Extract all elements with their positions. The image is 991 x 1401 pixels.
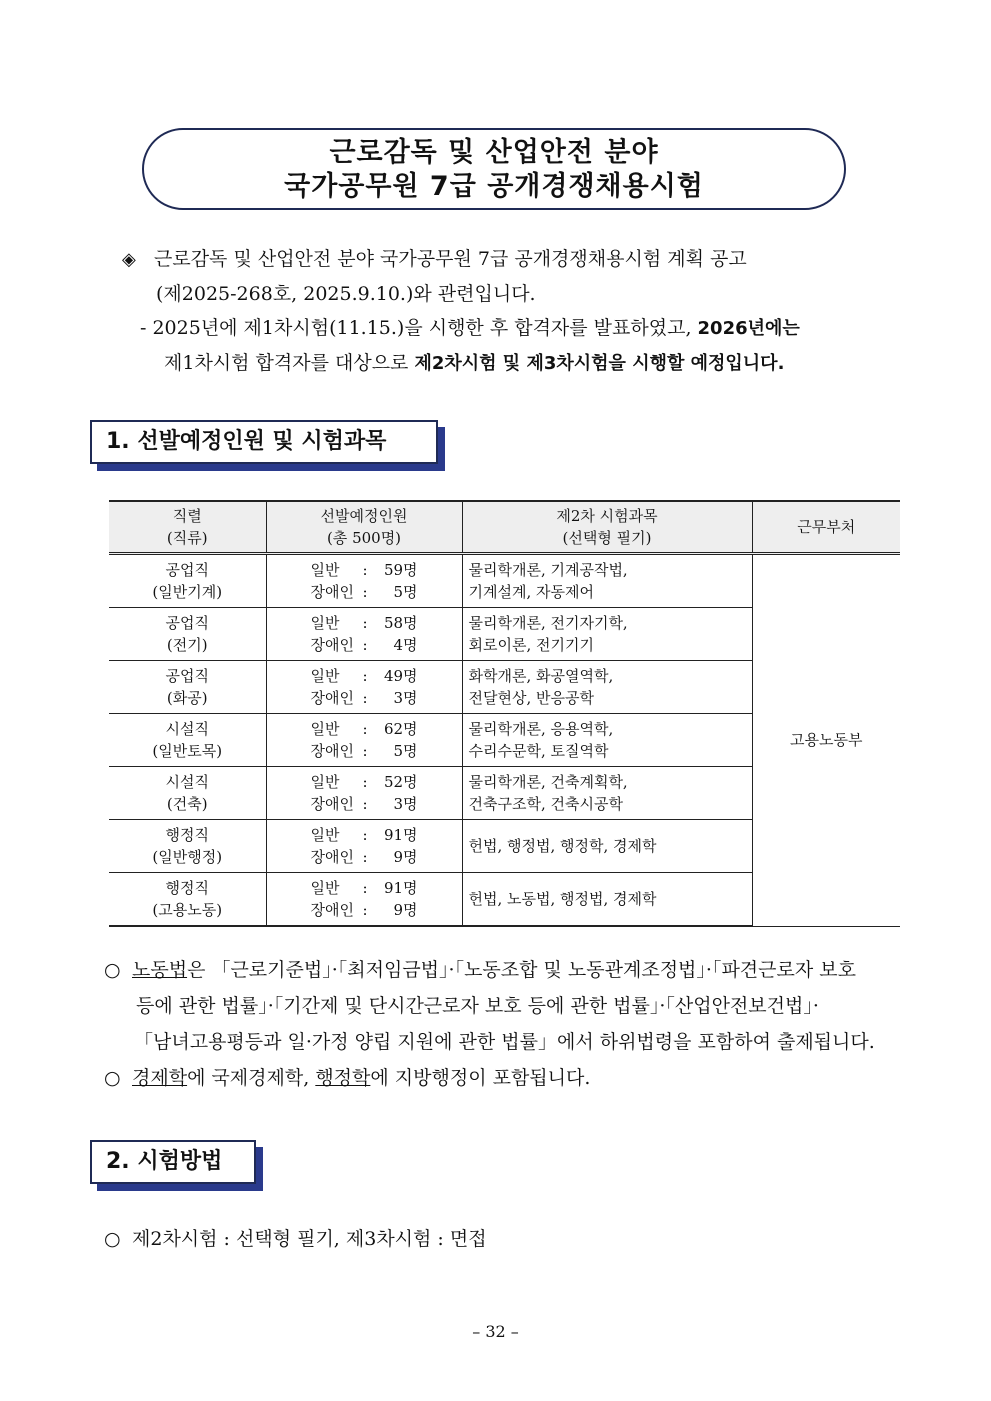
subjects-cell: 헌법, 노동법, 행정법, 경제학 xyxy=(462,873,752,927)
subjects-cell: 물리학개론, 전기자기학, 회로이론, 전기기기 xyxy=(462,608,752,661)
note-2: ○ 경제학에 국제경제학, 행정학에 지방행정이 포함됩니다. xyxy=(104,1060,904,1096)
header-department: 근무부처 xyxy=(752,501,900,554)
subjects-cell: 물리학개론, 기계공작법, 기계설계, 자동제어 xyxy=(462,554,752,608)
series-cell: 공업직 (화공) xyxy=(109,661,266,714)
note-1-line-3: 「남녀고용평등과 일·가정 양립 지원에 관한 법률」에서 하위법령을 포함하여 출제됩니다. xyxy=(134,1031,875,1053)
note-1-line-2: 등에 관한 법률」·「기간제 및 단시간근로자 보호 등에 관한 법률」·「산업안전보건법」· xyxy=(136,995,819,1017)
quota-cell: 일반 : 91명 장애인 : 9명 xyxy=(266,873,462,927)
series-cell: 시설직 (건축) xyxy=(109,767,266,820)
diamond-bullet-icon: ◈ xyxy=(122,249,136,270)
quota-cell: 일반 : 91명 장애인 : 9명 xyxy=(266,820,462,873)
circle-bullet-icon: ○ xyxy=(104,959,121,981)
subjects-cell: 헌법, 행정법, 행정학, 경제학 xyxy=(462,820,752,873)
series-cell: 행정직 (고용노동) xyxy=(109,873,266,927)
note-1-line-1: ○ 노동법은 「근로기준법」·「최저임금법」·「노동조합 및 노동관계조정법」·「파견근로자 보호 xyxy=(104,952,904,988)
header-subjects: 제2차 시험과목 (선택형 필기) xyxy=(462,501,752,554)
intro-paragraph xyxy=(122,242,902,381)
intro-sub-line-2: 제1차시험 합격자를 대상으로 제2차시험 및 제3차시험을 시행할 예정입니다. xyxy=(164,352,785,374)
page-number: – 32 – xyxy=(472,1322,519,1341)
header-quota: 선발예정인원 (총 500명) xyxy=(266,501,462,554)
subjects-cell: 물리학개론, 건축계획학, 건축구조학, 건축시공학 xyxy=(462,767,752,820)
table-notes xyxy=(104,952,904,1096)
intro-line-1: ◈ 근로감독 및 산업안전 분야 국가공무원 7급 공개경쟁채용시험 계획 공고 xyxy=(122,242,902,277)
quota-cell: 일반 : 58명 장애인 : 4명 xyxy=(266,608,462,661)
section-1-heading: 1. 선발예정인원 및 시험과목 xyxy=(90,420,438,464)
table-header-row xyxy=(109,501,900,554)
subjects-cell: 화학개론, 화공열역학, 전달현상, 반응공학 xyxy=(462,661,752,714)
department-cell: 고용노동부 xyxy=(752,554,900,927)
subjects-cell: 물리학개론, 응용역학, 수리수문학, 토질역학 xyxy=(462,714,752,767)
exam-table xyxy=(109,500,900,927)
intro-line-2: (제2025-268호, 2025.9.10.)와 관련입니다. xyxy=(156,283,536,305)
header-series: 직렬 (직류) xyxy=(109,501,266,554)
section-2-heading: 2. 시험방법 xyxy=(90,1140,256,1184)
series-cell: 시설직 (일반토목) xyxy=(109,714,266,767)
table-row xyxy=(109,554,900,608)
quota-cell: 일반 : 52명 장애인 : 3명 xyxy=(266,767,462,820)
circle-bullet-icon: ○ xyxy=(104,1228,121,1250)
title-line-2: 국가공무원 7급 공개경쟁채용시험 xyxy=(284,171,704,202)
series-cell: 공업직 (일반기계) xyxy=(109,554,266,608)
document-title-box xyxy=(142,128,846,210)
title-line-1: 근로감독 및 산업안전 분야 xyxy=(329,137,659,168)
exam-method-line: ○ 제2차시험 : 선택형 필기, 제3차시험 : 면접 xyxy=(104,1222,487,1256)
series-cell: 행정직 (일반행정) xyxy=(109,820,266,873)
quota-cell: 일반 : 59명 장애인 : 5명 xyxy=(266,554,462,608)
quota-cell: 일반 : 62명 장애인 : 5명 xyxy=(266,714,462,767)
intro-sub-line-1: - 2025년에 제1차시험(11.15.)을 시행한 후 합격자를 발표하였고, 2026년에는 xyxy=(140,317,800,339)
series-cell: 공업직 (전기) xyxy=(109,608,266,661)
circle-bullet-icon: ○ xyxy=(104,1067,121,1089)
quota-cell: 일반 : 49명 장애인 : 3명 xyxy=(266,661,462,714)
